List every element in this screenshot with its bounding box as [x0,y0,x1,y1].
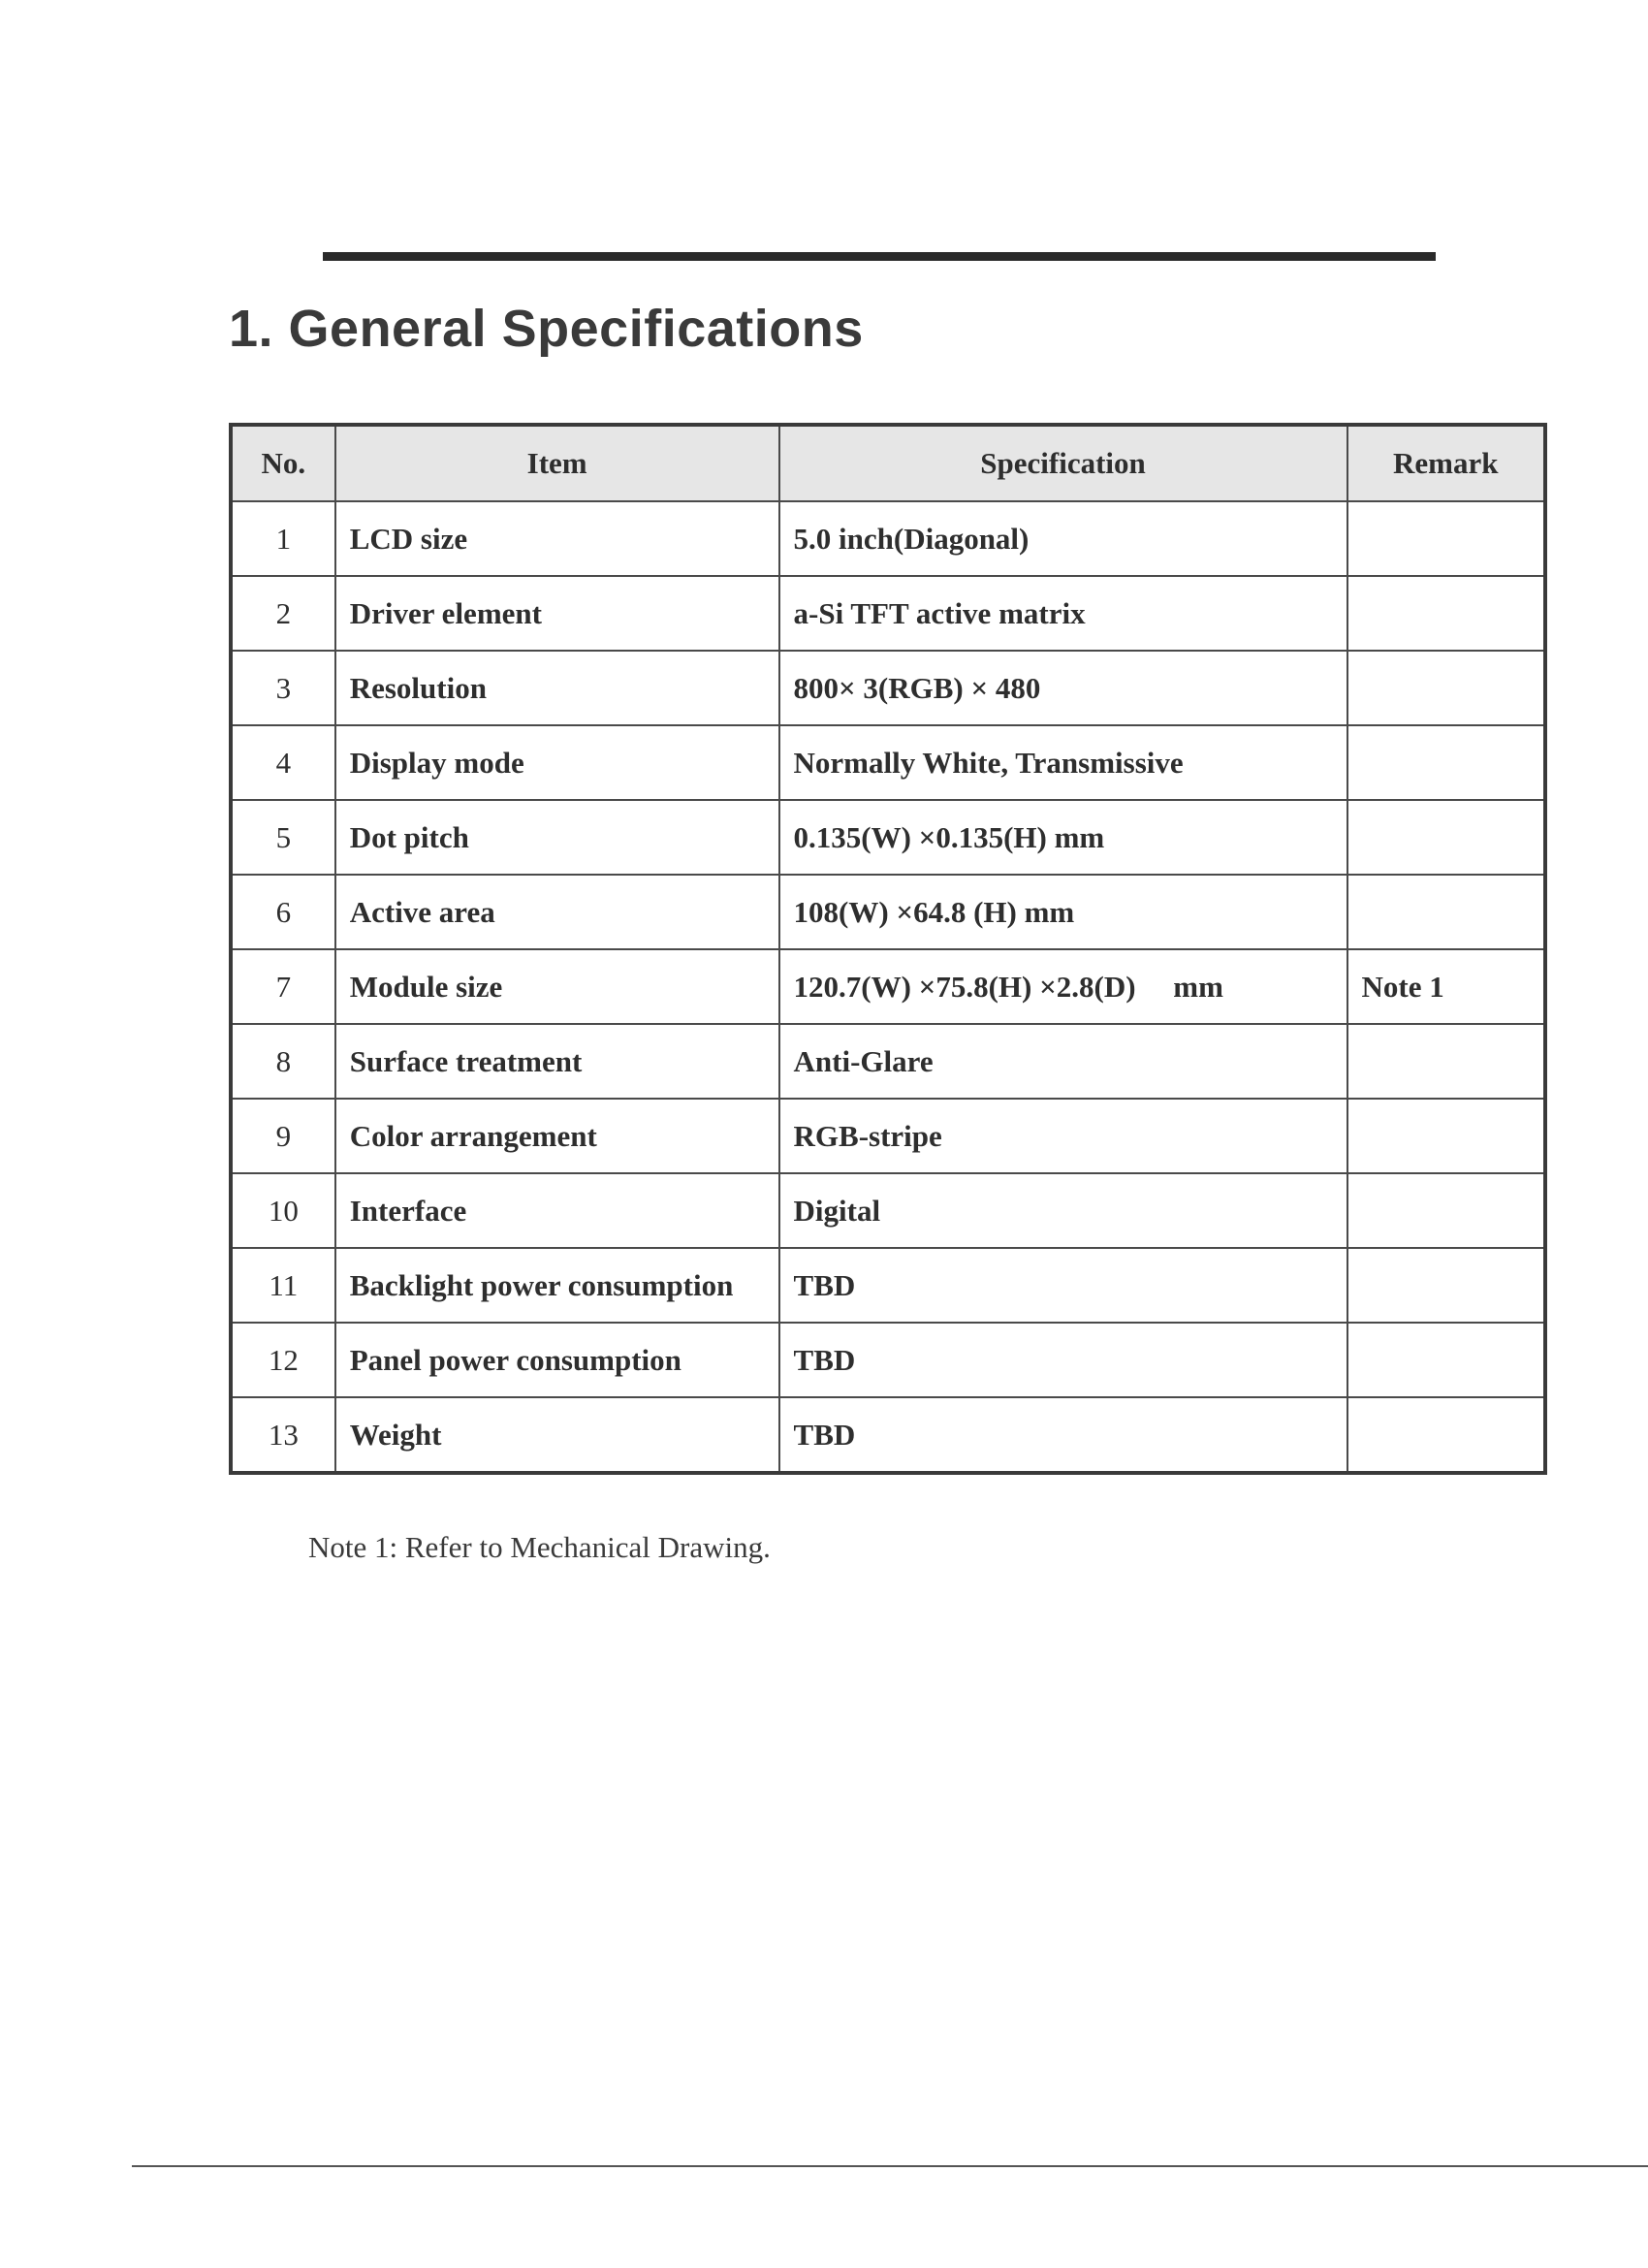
row-specification: RGB-stripe [779,1099,1347,1173]
header-specification: Specification [779,425,1347,501]
row-remark: Note 1 [1347,949,1545,1024]
bottom-divider [132,2165,1648,2167]
row-specification: TBD [779,1248,1347,1323]
row-remark [1347,1173,1545,1248]
spec-table [229,423,1547,1475]
row-specification: TBD [779,1323,1347,1397]
row-no: 3 [231,651,335,725]
table-row [231,1323,1545,1397]
table-row [231,949,1545,1024]
row-item: Resolution [335,651,779,725]
table-row [231,1099,1545,1173]
row-specification: 800× 3(RGB) × 480 [779,651,1347,725]
row-no: 10 [231,1173,335,1248]
row-remark [1347,800,1545,875]
row-no: 1 [231,501,335,576]
table-row [231,651,1545,725]
row-item: Backlight power consumption [335,1248,779,1323]
row-specification: TBD [779,1397,1347,1473]
section-title: 1. General Specifications [229,300,864,358]
table-row [231,1397,1545,1473]
row-specification: 120.7(W) ×75.8(H) ×2.8(D) mm [779,949,1347,1024]
row-remark [1347,1397,1545,1473]
row-item: Surface treatment [335,1024,779,1099]
row-specification: 5.0 inch(Diagonal) [779,501,1347,576]
row-specification: 108(W) ×64.8 (H) mm [779,875,1347,949]
header-no: No. [231,425,335,501]
table-row [231,800,1545,875]
row-remark [1347,1024,1545,1099]
row-item: Weight [335,1397,779,1473]
row-remark [1347,1248,1545,1323]
row-no: 7 [231,949,335,1024]
row-remark [1347,501,1545,576]
table-row [231,501,1545,576]
row-item: Color arrangement [335,1099,779,1173]
row-no: 2 [231,576,335,651]
row-remark [1347,1099,1545,1173]
footnote: Note 1: Refer to Mechanical Drawing. [308,1530,771,1564]
row-specification: Anti-Glare [779,1024,1347,1099]
row-specification: Normally White, Transmissive [779,725,1347,800]
table-row [231,1248,1545,1323]
row-remark [1347,1323,1545,1397]
header-remark: Remark [1347,425,1545,501]
header-item: Item [335,425,779,501]
row-specification: a-Si TFT active matrix [779,576,1347,651]
row-item: Module size [335,949,779,1024]
table-row [231,1173,1545,1248]
row-item: Panel power consumption [335,1323,779,1397]
table-row [231,1024,1545,1099]
row-remark [1347,651,1545,725]
row-remark [1347,875,1545,949]
row-no: 9 [231,1099,335,1173]
row-item: Interface [335,1173,779,1248]
row-no: 13 [231,1397,335,1473]
row-no: 8 [231,1024,335,1099]
table-row [231,875,1545,949]
row-no: 12 [231,1323,335,1397]
row-no: 11 [231,1248,335,1323]
row-no: 4 [231,725,335,800]
table-row [231,576,1545,651]
table-header-row [231,425,1545,501]
table-row [231,725,1545,800]
row-no: 5 [231,800,335,875]
row-specification: Digital [779,1173,1347,1248]
row-specification: 0.135(W) ×0.135(H) mm [779,800,1347,875]
row-item: LCD size [335,501,779,576]
row-remark [1347,725,1545,800]
row-item: Driver element [335,576,779,651]
row-remark [1347,576,1545,651]
row-no: 6 [231,875,335,949]
row-item: Active area [335,875,779,949]
row-item: Dot pitch [335,800,779,875]
top-divider [323,252,1436,261]
row-item: Display mode [335,725,779,800]
